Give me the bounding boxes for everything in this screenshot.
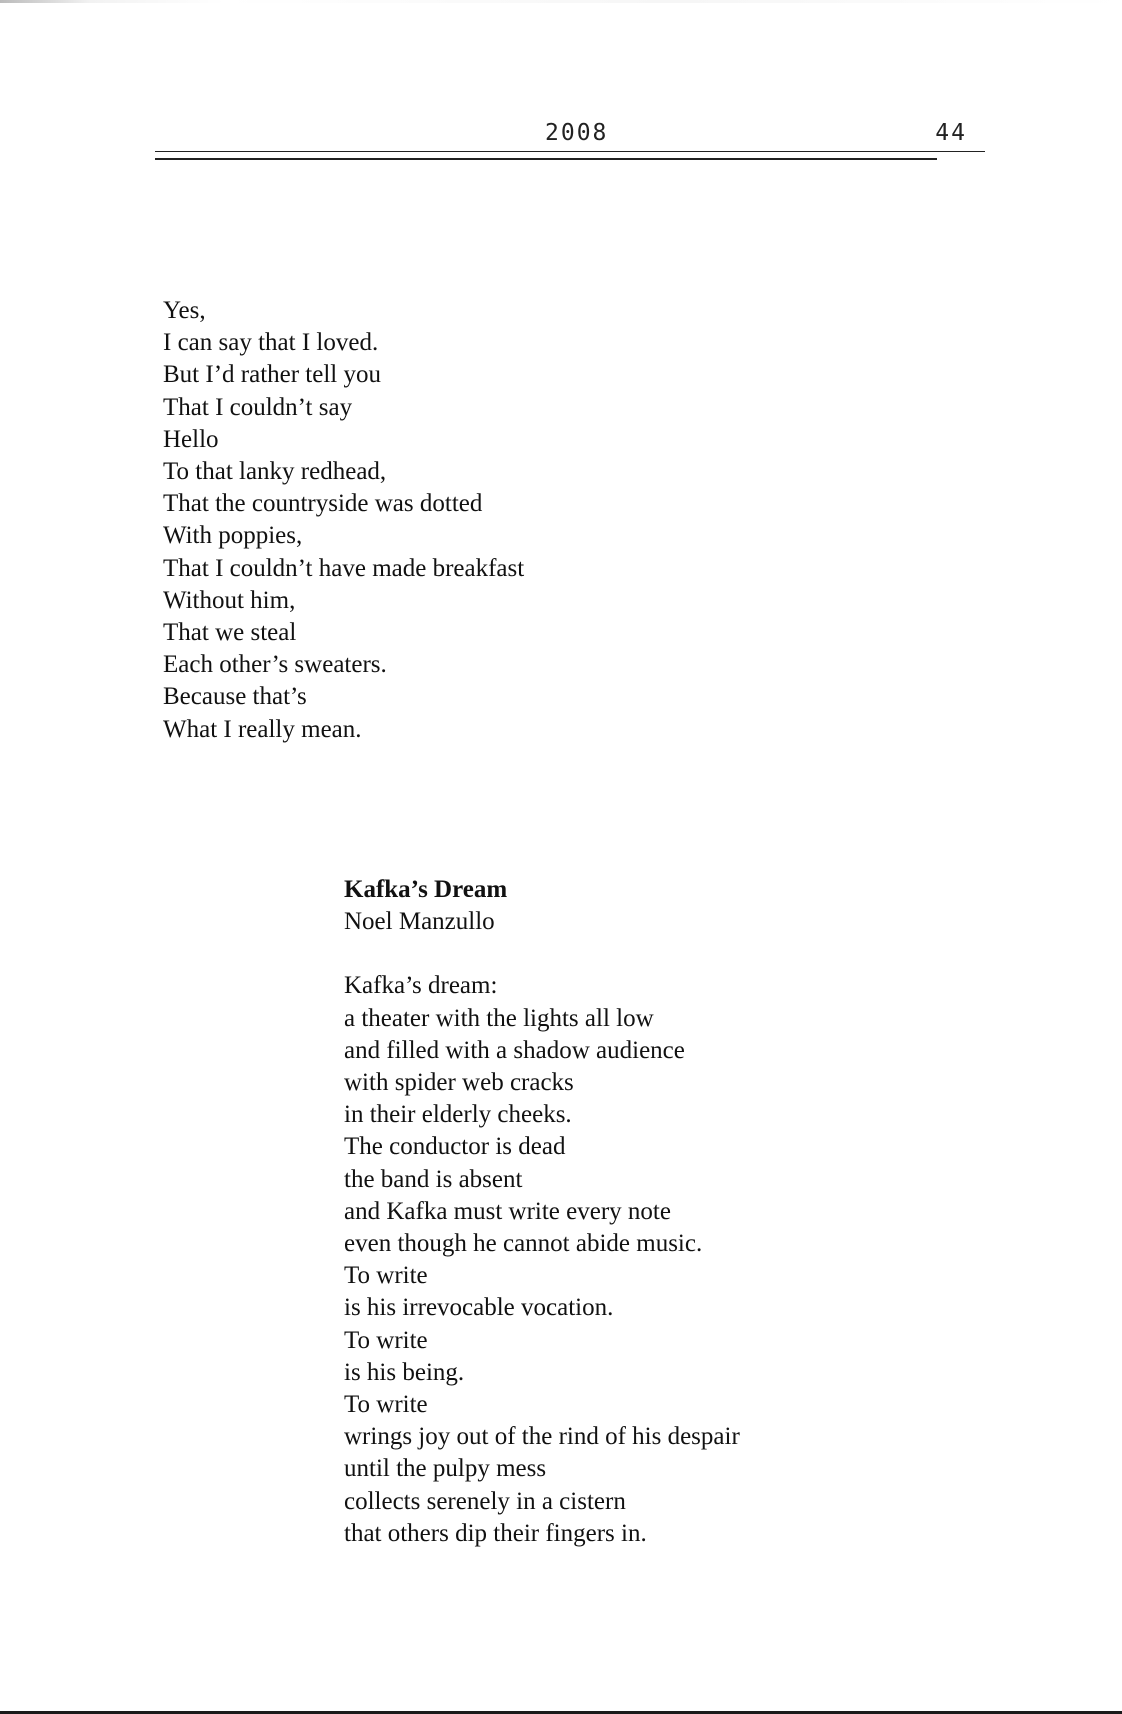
- poem-line: the band is absent: [344, 1165, 523, 1193]
- poem-title: Kafka’s Dream: [344, 876, 508, 903]
- scan-edge-top: [0, 0, 1122, 3]
- poem-line: To that lanky redhead,: [163, 458, 387, 486]
- poem-line: Yes,: [163, 297, 206, 324]
- poem-line: wrings joy out of the rind of his despair: [344, 1423, 740, 1451]
- poem-line: and Kafka must write every note: [344, 1197, 671, 1225]
- poem-line: is his irrevocable vocation.: [344, 1294, 614, 1322]
- poem-line: Kafka’s dream:: [344, 972, 498, 1000]
- poem-line: a theater with the lights all low: [344, 1004, 654, 1032]
- poem-line: even though he cannot abide music.: [344, 1230, 703, 1258]
- poem-line: collects serenely in a cistern: [344, 1487, 626, 1515]
- poem-line: Hello: [163, 425, 219, 453]
- poem-line: Without him,: [163, 586, 296, 614]
- poem-line: But I’d rather tell you: [163, 361, 381, 389]
- poem-line: is his being.: [344, 1358, 465, 1386]
- poem-one: [163, 295, 863, 746]
- poem-line: Because that’s: [163, 683, 307, 711]
- poem-line: What I really mean.: [163, 715, 362, 743]
- poem-line: That the countryside was dotted: [163, 490, 483, 518]
- poem-line: To write: [344, 1262, 428, 1290]
- poem-line: With poppies,: [163, 522, 303, 550]
- poem-line: To write: [344, 1326, 428, 1354]
- poem-line: with spider web cracks: [344, 1069, 574, 1097]
- poem-line: That I couldn’t have made breakfast: [163, 554, 525, 582]
- running-header: [155, 118, 985, 168]
- poem-line: I can say that I loved.: [163, 329, 379, 357]
- header-page-number: 44: [935, 120, 967, 146]
- poem-line: in their elderly cheeks.: [344, 1101, 572, 1129]
- poem-line: and filled with a shadow audience: [344, 1036, 685, 1064]
- poem-line: that others dip their fingers in.: [344, 1519, 647, 1547]
- header-rule-bottom: [155, 158, 937, 160]
- poem-line: until the pulpy mess: [344, 1455, 547, 1483]
- header-year: 2008: [545, 120, 609, 146]
- poem-line: That we steal: [163, 619, 297, 647]
- poem-kafkas-dream: [344, 874, 1064, 1550]
- poem-author: Noel Manzullo: [344, 908, 495, 936]
- poem-line: To write: [344, 1391, 428, 1419]
- poem-line: Each other’s sweaters.: [163, 651, 387, 679]
- poem-line: That I couldn’t say: [163, 393, 353, 421]
- poem-line: The conductor is dead: [344, 1133, 566, 1161]
- header-rule-top: [155, 151, 985, 152]
